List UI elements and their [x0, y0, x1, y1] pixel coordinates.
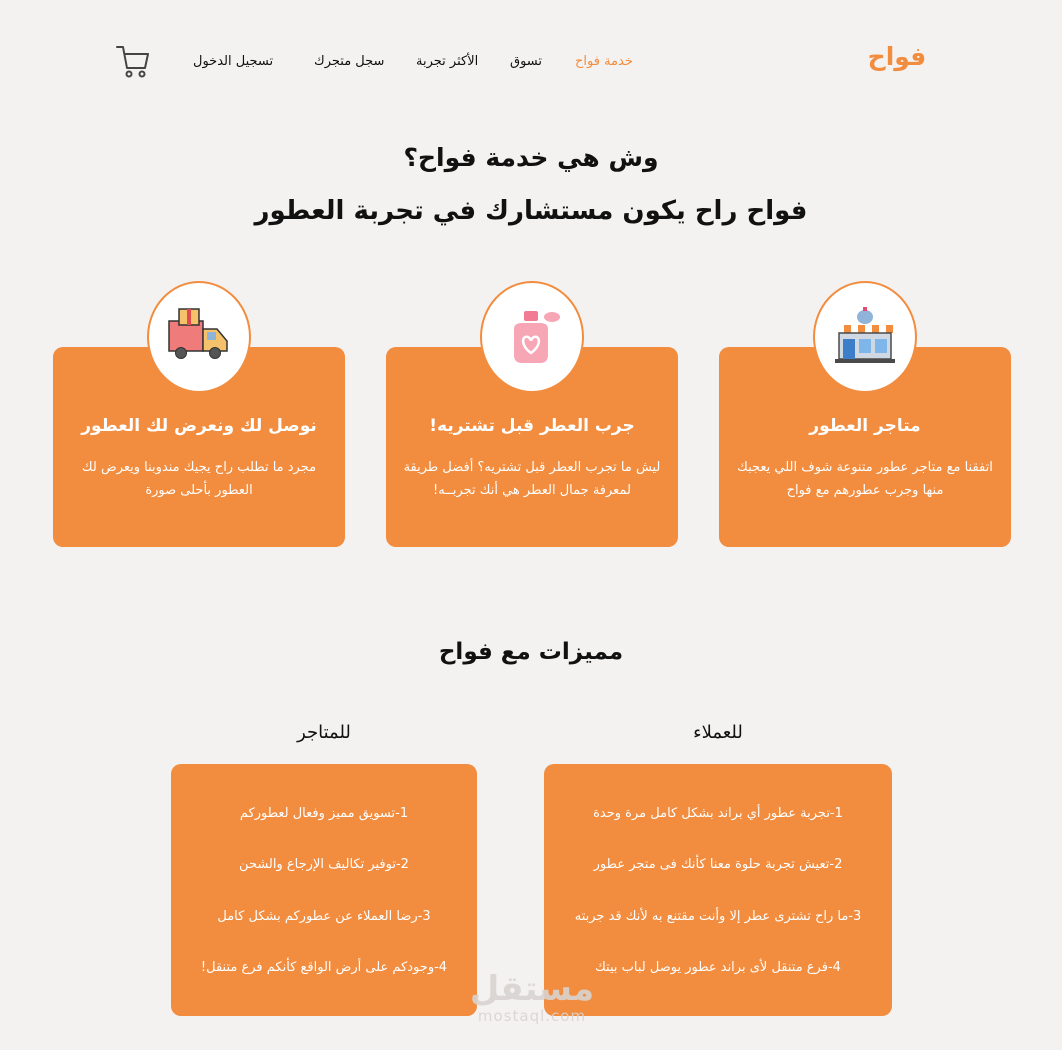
hero-subtitle: فواح راح يكون مستشارك في تجربة العطور	[254, 196, 808, 226]
cart-icon[interactable]	[114, 42, 152, 80]
list-item: 4-وجودكم على أرض الواقع كأنكم فرع متنقل!	[200, 960, 448, 975]
stores-panel	[171, 764, 477, 1016]
list-item: 2-توفير تكاليف الإرجاع والشحن	[239, 857, 409, 872]
card-text: ليش ما تجرب العطر قبل تشتريه؟ أفضل طريقة لمعرفة جمال العطر هي أنك تجربــه!	[403, 460, 661, 498]
perfume-bottle-icon	[480, 281, 584, 393]
list-item: 3-ما راح تشترى عطر إلا وأنت مقتنع به لأنك قد جربته	[574, 909, 862, 924]
card-text: اتفقنا مع متاجر عطور متنوعة شوف اللي يعجبك منها وجرب عطورهم مع فواح	[737, 460, 993, 498]
list-item: 2-تعيش تجربة حلوة معنا كأنك فى متجر عطور	[593, 857, 843, 872]
nav-link-shop[interactable]: تسوق	[510, 54, 543, 69]
logo[interactable]: فواح	[867, 42, 927, 71]
card-title: متاجر العطور	[809, 416, 921, 436]
delivery-truck-icon	[147, 281, 251, 393]
features-title: مميزات مع فواح	[438, 639, 624, 665]
card-text: مجرد ما تطلب راح يجيك مندوبنا ويعرض لك العطور بأحلى صورة	[81, 460, 317, 498]
nav-link-fawah-service[interactable]: خدمة فواح	[575, 54, 633, 69]
nav-link-login[interactable]: تسجيل الدخول	[193, 54, 274, 69]
watermark-arabic: مستقل	[469, 969, 595, 1009]
list-item: 3-رضا العملاء عن عطوركم بشكل كامل	[217, 909, 431, 924]
nav-link-most-tried[interactable]: الأكثر تجربة	[416, 54, 479, 69]
list-item: 1-تسويق مميز وفعال لعطوركم	[239, 806, 409, 821]
card-title: نوصل لك ونعرض لك العطور	[81, 416, 317, 436]
watermark-latin: mostaql.com	[477, 1007, 587, 1025]
card-title: جرب العطر قبل تشتريه!	[429, 416, 635, 436]
nav-link-register-store[interactable]: سجل متجرك	[314, 54, 385, 69]
hero-question: وش هي خدمة فواح؟	[403, 143, 659, 172]
perfume-store-icon	[813, 281, 917, 393]
customers-title: للعملاء	[693, 722, 743, 743]
list-item: 4-فرع متنقل لأى براند عطور يوصل لباب بيتك	[595, 960, 841, 975]
watermark	[462, 970, 602, 1030]
stores-title: للمتاجر	[297, 722, 351, 743]
list-item: 1-تجربة عطور أي براند بشكل كامل مرة وحدة	[593, 806, 843, 821]
